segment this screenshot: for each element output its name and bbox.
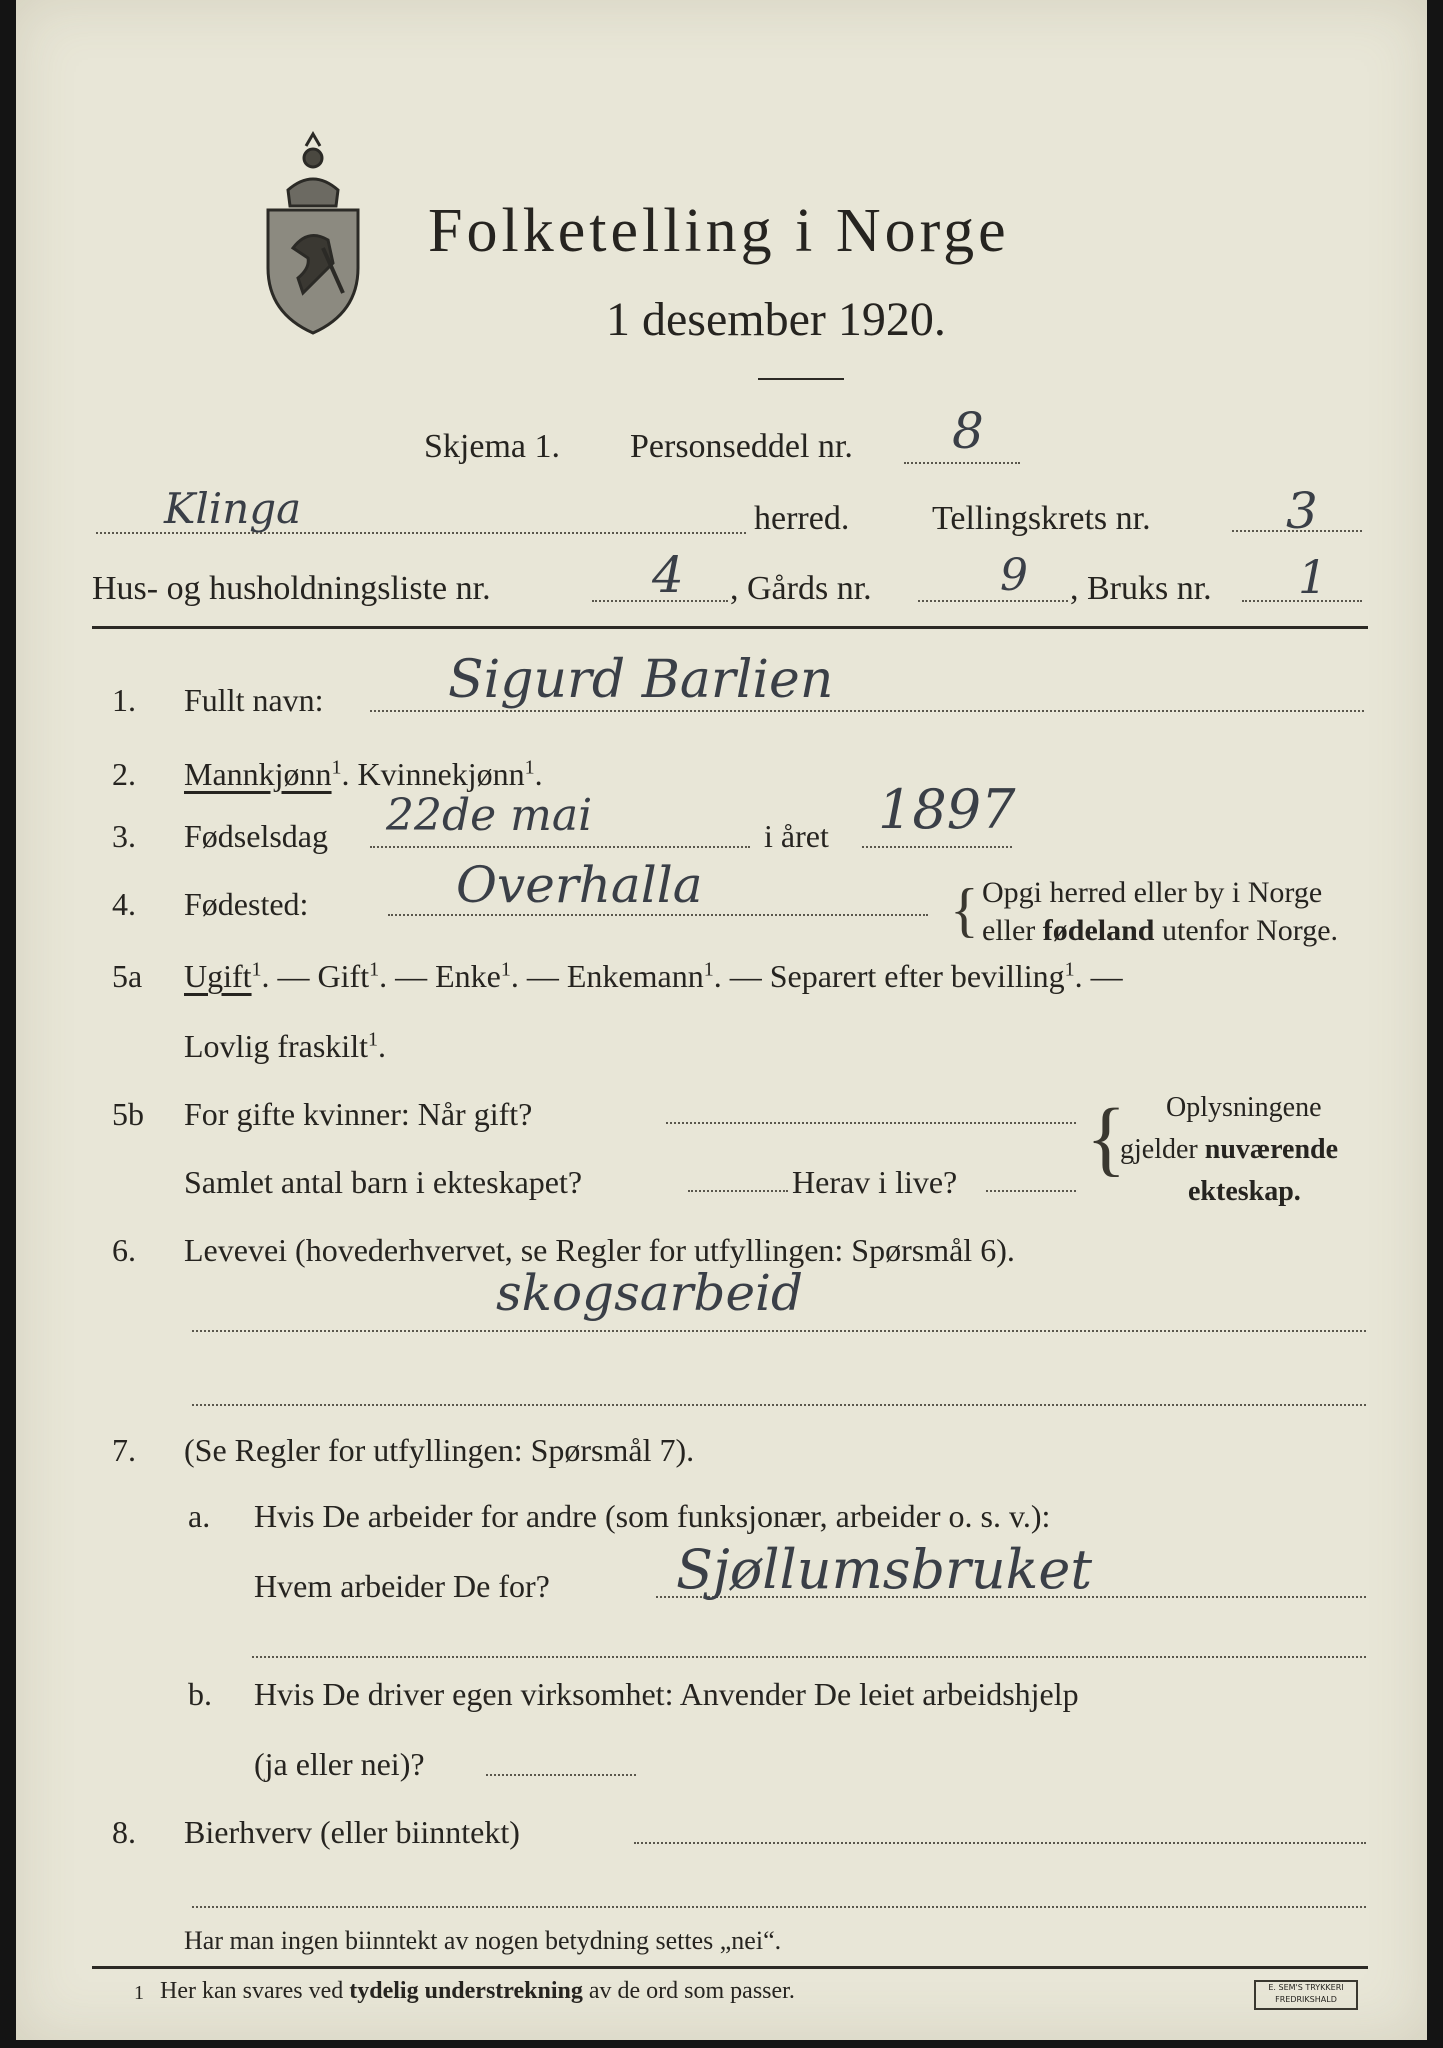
q5a-gift-option[interactable]: — Gift [277,958,370,994]
gards-label: , Gårds nr. [730,570,872,607]
side-income-note: Har man ingen biinntekt av nogen betydning settes „nei“. [184,1926,782,1955]
birthday-field[interactable] [370,846,750,848]
q5a-options: Ugift$^1$. — Gift$^1$. — Enke$^1$. — Enkemann$^1$. — Separert efter bevilling$^1$. — [184,958,1123,994]
q8-label: Bierhverv (eller biinntekt) [184,1814,520,1850]
schema-label: Skjema 1. [424,428,560,465]
personseddel-value: 8 [952,402,984,460]
q2-number: 2. [112,756,136,792]
q2-male-option[interactable]: Mannkjønn [184,756,332,792]
occupation-value: skogsarbeid [496,1264,804,1322]
q4-number: 4. [112,886,136,922]
tellingskrets-label: Tellingskrets nr. [932,500,1151,537]
q7a-number: a. [188,1498,211,1534]
q5b-note-line1: Oplysningene [1166,1092,1322,1123]
q5b-label-children: Samlet antal barn i ekteskapet? [184,1164,583,1200]
q7a-label-line2: Hvem arbeider De for? [254,1568,550,1604]
children-alive-field[interactable] [986,1190,1076,1192]
header-divider [92,626,1368,629]
q6-number: 6. [112,1232,136,1268]
full-name-value: Sigurd Barlien [448,650,834,710]
q4-note-line2: eller fødeland utenfor Norge. [982,914,1339,947]
q7b-label-line2: (ja eller nei)? [254,1746,425,1782]
q7-label: (Se Regler for utfyllingen: Spørsmål 7). [184,1432,695,1468]
q7a-label-line1: Hvis De arbeider for andre (som funksjonær, arbeider o. s. v.): [254,1498,1051,1534]
q5a-separert-option[interactable]: — Separert efter bevilling [729,958,1065,994]
married-when-field[interactable] [666,1122,1076,1124]
q2-female-option[interactable]: Kvinnekjønn [357,756,525,792]
coat-of-arms-icon [248,128,378,338]
q5b-label-married: For gifte kvinner: Når gift? [184,1096,533,1132]
q5b-brace: { [1086,1092,1127,1185]
gards-value: 9 [1000,550,1028,601]
title-divider [758,378,844,380]
herred-label: herred. [754,500,850,537]
full-name-field[interactable] [370,710,1364,712]
q4-brace: { [950,877,979,943]
footer-divider [92,1966,1368,1969]
children-total-field[interactable] [688,1190,788,1192]
birthday-value: 22de mai [386,790,593,841]
birth-year-value: 1897 [878,778,1016,841]
q5b-label-alive: Herav i live? [792,1164,958,1200]
birth-year-field[interactable] [862,846,1012,848]
census-form-sheet [16,0,1427,2040]
q7b-label-line1: Hvis De driver egen virksomhet: Anvender De leiet arbeidshjelp [254,1676,1079,1712]
hus-label: Hus- og husholdningsliste nr. [92,570,491,607]
q8-number: 8. [112,1814,136,1850]
gards-field[interactable] [918,600,1068,602]
census-date: 1 desember 1920. [606,293,946,346]
side-income-field[interactable] [634,1842,1366,1844]
employer-field-line2[interactable] [252,1656,1366,1658]
year-label: i året [764,818,829,854]
q4-label: Fødested: [184,886,309,922]
herred-value: Klinga [164,484,302,533]
hus-value: 4 [652,546,684,604]
q2-options: Mannkjønn$^1$. Kvinnekjønn$^1$. [184,756,543,792]
q6-label: Levevei (hovederhvervet, se Regler for utfyllingen: Spørsmål 6). [184,1232,1015,1268]
occupation-field-line2[interactable] [192,1404,1366,1406]
footnote-text: Her kan svares ved tydelig understrekning av de ord som passer. [160,1978,795,2004]
q4-note-line1: Opgi herred eller by i Norge [982,876,1323,909]
q5a-number: 5a [112,958,143,994]
printer-stamp: E. SEM'S TRYKKERI FREDRIKSHALD [1254,1980,1358,2010]
side-income-field-line2[interactable] [192,1906,1366,1908]
employer-value: Sjøllumsbruket [676,1538,1093,1601]
q5a-fraskilt-option[interactable]: Lovlig fraskilt$^1$. [184,1028,386,1064]
q5b-note-line3: ekteskap. [1188,1176,1301,1207]
q1-number: 1. [112,682,136,718]
form-title: Folketelling i Norge [428,197,1010,265]
birthplace-field[interactable] [388,914,928,916]
footnote-number: 1 [134,1982,144,2004]
bruks-label: , Bruks nr. [1070,570,1212,607]
q7b-number: b. [188,1676,212,1712]
occupation-field-line1[interactable] [192,1330,1366,1332]
q5b-number: 5b [112,1096,144,1132]
q5a-enke-option[interactable]: — Enke [395,958,501,994]
birthplace-value: Overhalla [456,856,703,914]
q5a-ugift-option[interactable]: Ugift [184,958,252,994]
tellingskrets-value: 3 [1286,482,1318,540]
personseddel-field[interactable] [904,462,1020,464]
q5a-enkemann-option[interactable]: — Enkemann [526,958,704,994]
personseddel-label: Personseddel nr. [630,428,853,465]
hired-help-field[interactable] [486,1774,636,1776]
q3-number: 3. [112,818,136,854]
q5b-note-line2: gjelder nuværende [1120,1134,1339,1165]
bruks-value: 1 [1298,550,1328,604]
q1-label: Fullt navn: [184,682,324,718]
q3-label: Fødselsdag [184,818,328,854]
q7-number: 7. [112,1432,136,1468]
